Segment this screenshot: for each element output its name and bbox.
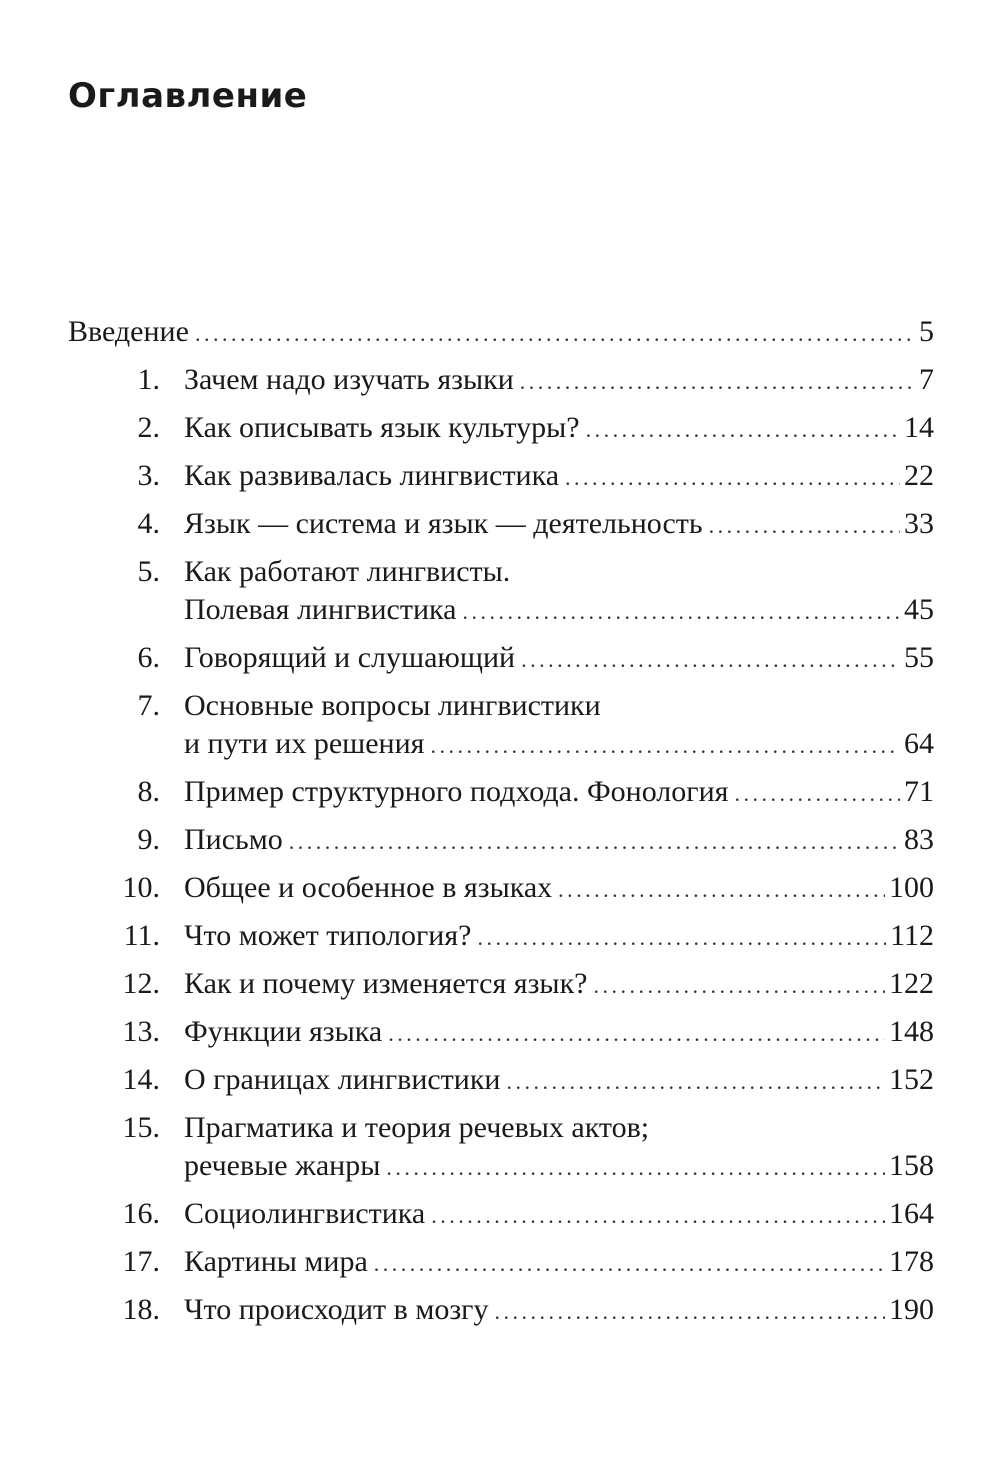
chapter-number: 11.: [123, 919, 160, 952]
toc-leader-row: [184, 868, 934, 908]
toc-page-number: 158: [889, 1149, 934, 1182]
toc-page-number: 122: [889, 967, 934, 1000]
chapter-number: 14.: [122, 1063, 160, 1096]
chapter-number: 1.: [137, 363, 160, 396]
toc-page-number: 64: [904, 727, 934, 760]
dot-leader: [565, 456, 900, 498]
dot-leader: [388, 1012, 885, 1054]
toc-leader-row: [184, 1194, 934, 1234]
toc-leader-row: [184, 360, 934, 400]
dot-leader: [477, 916, 886, 958]
toc-entry-title: Введение: [68, 315, 189, 348]
toc-page-number: 178: [889, 1245, 934, 1278]
chapter-number: 8.: [137, 775, 160, 808]
chapter-number: 17.: [122, 1245, 160, 1278]
toc-leader-row: [184, 820, 934, 860]
toc-page-number: 7: [919, 363, 934, 396]
toc-page-number: 164: [889, 1197, 934, 1230]
chapter-number: 12.: [122, 967, 160, 1000]
chapter-number: 5.: [137, 555, 160, 588]
chapter-number: 7.: [137, 689, 160, 722]
chapter-number: 10.: [122, 871, 160, 904]
toc-page-number: 148: [889, 1015, 934, 1048]
toc-entry-title: Говорящий и слушающий: [184, 641, 516, 674]
dot-leader: [558, 868, 885, 910]
toc-page-number: 152: [889, 1063, 934, 1096]
dot-leader: [506, 1060, 885, 1102]
dot-leader: [593, 964, 885, 1006]
dot-leader: [521, 638, 900, 680]
toc-leader-row: [184, 916, 934, 956]
chapter-number: 18.: [122, 1293, 160, 1326]
dot-leader: [520, 360, 915, 402]
toc-page-number: 45: [904, 593, 934, 626]
toc-entry-title: Зачем надо изучать языки: [184, 363, 514, 396]
toc-page-number: 22: [904, 459, 934, 492]
dot-leader: [195, 312, 915, 354]
dot-leader: [374, 1242, 885, 1284]
toc-leader-row: [184, 456, 934, 496]
dot-leader: [430, 724, 900, 766]
toc-page-number: 112: [890, 919, 934, 952]
toc-entry-title: Письмо: [184, 823, 283, 856]
toc-page-number: 5: [919, 315, 934, 348]
toc-entry-title: Язык — система и язык — деятельность: [184, 507, 703, 540]
toc-entry-title: Что происходит в мозгу: [184, 1293, 489, 1326]
toc-entry-title: Полевая лингвистика: [184, 593, 457, 626]
toc-leader-row: [184, 1146, 934, 1186]
dot-leader: [462, 590, 900, 632]
chapter-number: 13.: [122, 1015, 160, 1048]
toc-entry-title: Как описывать язык культуры?: [184, 411, 580, 444]
toc-entry-title: Как развивалась лингвистика: [184, 459, 560, 492]
toc-entry-title: Социолингвистика: [184, 1197, 426, 1230]
dot-leader: [289, 820, 900, 862]
chapter-number: 3.: [137, 459, 160, 492]
toc-entry-title-line: Прагматика и теория речевых актов;: [184, 1111, 650, 1144]
dot-leader: [734, 772, 900, 814]
chapter-number: 6.: [137, 641, 160, 674]
toc-leader-row: [184, 1290, 934, 1330]
toc-leader-row: [184, 1060, 934, 1100]
toc-page-number: 71: [904, 775, 934, 808]
dot-leader: [386, 1146, 885, 1188]
dot-leader: [431, 1194, 885, 1236]
toc-page-number: 14: [904, 411, 934, 444]
toc-leader-row: [184, 964, 934, 1004]
toc-leader-row: [184, 408, 934, 448]
toc-entry-title: Пример структурного подхода. Фонология: [184, 775, 729, 808]
toc-entry-title: Как и почему изменяется язык?: [184, 967, 588, 1000]
chapter-number: 15.: [122, 1111, 160, 1144]
toc-page-number: 55: [904, 641, 934, 674]
chapter-number: 16.: [122, 1197, 160, 1230]
toc-entry-title: Картины мира: [184, 1245, 368, 1278]
toc-entry-title: Общее и особенное в языках: [184, 871, 553, 904]
toc-leader-row: [184, 590, 934, 630]
page-title: Оглавление: [68, 76, 308, 116]
toc-entry-title-line: Основные вопросы лингвистики: [184, 689, 601, 722]
toc-page-number: 190: [889, 1293, 934, 1326]
chapter-number: 4.: [137, 507, 160, 540]
toc-entry-title: и пути их решения: [184, 727, 425, 760]
toc-leader-row: [184, 504, 934, 544]
toc-entry-title-line: Как работают лингвисты.: [184, 555, 511, 588]
dot-leader: [494, 1290, 885, 1332]
dot-leader: [586, 408, 900, 450]
toc-leader-row: [184, 724, 934, 764]
toc-page-number: 83: [904, 823, 934, 856]
chapter-number: 2.: [137, 411, 160, 444]
chapter-number: 9.: [137, 823, 160, 856]
toc-leader-row: [184, 1012, 934, 1052]
toc-entry-title: О границах лингвистики: [184, 1063, 501, 1096]
toc-leader-row: [184, 1242, 934, 1282]
toc-entry-intro[interactable]: [68, 312, 934, 352]
toc-page-number: 33: [904, 507, 934, 540]
dot-leader: [709, 504, 900, 546]
toc-leader-row: [184, 772, 934, 812]
toc-entry-title: Функции языка: [184, 1015, 383, 1048]
toc-entry-title: Что может типология?: [184, 919, 472, 952]
toc-page-number: 100: [889, 871, 934, 904]
toc-entry-title: речевые жанры: [184, 1149, 381, 1182]
toc-leader-row: [184, 638, 934, 678]
